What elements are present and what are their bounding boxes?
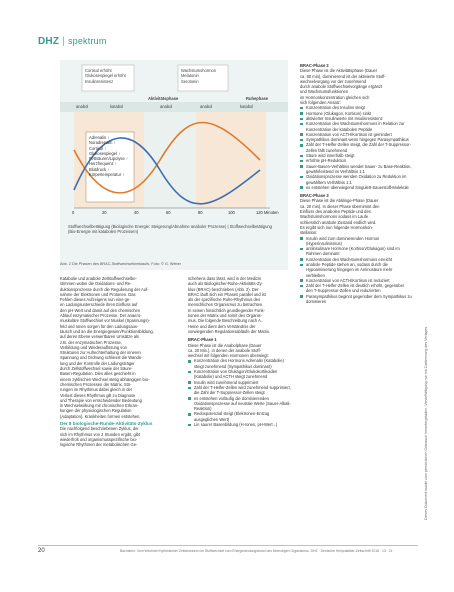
hormone-list-item: Noradrenalin ↑	[89, 140, 116, 146]
text-line: Basen-Regulation. Dies alles geschieht in	[60, 371, 136, 377]
text-line: kungen der physiologischen Regulation	[60, 408, 132, 414]
text-line: stellation:	[300, 230, 318, 236]
x-tick: 120 Minuten	[256, 210, 279, 215]
hormone-list	[89, 135, 133, 177]
hormone-list-item: Cortisol ↑	[89, 145, 107, 151]
list-item: Konzentration des Wachstumshormons in Relation zur Konzentration der katabolen Peptide	[300, 121, 412, 132]
text-line: einem zyklischen Wechsel stetig abhängigen bio-	[60, 376, 150, 382]
x-tick: 80	[198, 210, 203, 215]
text-line: durch anabole Stoffwechselvorgänge ergänzt	[300, 84, 383, 90]
rest-phase-area	[196, 112, 266, 208]
text-line: Es ergibt sich nun folgende Hormonkon-	[300, 224, 374, 230]
text-line: auch als Biologischer-Ruhe-Aktivitäts-Zy-	[188, 281, 263, 287]
list-item: Konzentration des Hormons Adrenalin (Katabolie) steigt zunehmend (Sympathikus dominant)	[188, 358, 294, 369]
hormone-list-item: Herzfrequenz ↑	[89, 161, 117, 167]
list-item: Sympathikus dominant wenn hingegen Parasympathikus	[300, 137, 412, 142]
list-item: Oxidationsprozesse wenden Oxidation zu Reduktion im gewähltem Verhältnis 1:1	[300, 174, 412, 185]
text-line: logische Rhythmen der metabolischen Ge-	[60, 442, 138, 448]
hormone-list-item: Fettsäuren/Lipolyse ↑	[89, 156, 128, 161]
hormone-list-item: Glukosespiegel ↑	[89, 150, 121, 156]
text-line: Fehlen dieses Aufzeigens nun eine ge-	[60, 297, 131, 303]
text-line: en Ladungsunterschiede ihren Einfluss auf	[60, 302, 138, 308]
text-line: In seinen hinsichtlich grundlegender Funk-	[188, 307, 265, 313]
region-label: katabol	[110, 104, 124, 109]
top-box-label: Glukosespiegel erhöht	[85, 73, 126, 79]
region-label: anabol	[160, 104, 173, 109]
text-line: Verbildung und Wiederauflösung von	[60, 344, 127, 350]
journal-brand: DHZ	[38, 36, 60, 47]
text-line: schehens dass lässt, wird in der Medizin	[188, 276, 262, 281]
text-line: durch Zellstoffwechsel sowie der Säure-	[60, 366, 133, 372]
list-item: Konzentration von ACTH/Kortison ist reduziert	[300, 278, 412, 283]
text-line: sich im Rhythmus von 2 Stunden ergibt, gibt	[60, 431, 141, 437]
text-line: Katabolie und anabole Zellstoffwechselbe-	[60, 276, 137, 281]
page-number: 20	[38, 548, 45, 554]
brand-separator: |	[62, 36, 65, 47]
text-line: nahme der Elektronen und Protonen. Das	[60, 291, 136, 297]
text-line: klus (BRAC) beschrieben (Abb. 2). Der	[188, 286, 259, 292]
text-line: ca. 20 Min.), in denen der anabole Stoff-	[188, 347, 261, 353]
list-item: Lin saurer Basenbildung (H-Ionen, pH-Wert ↓)	[188, 422, 294, 427]
text-line: chemischen Prozessen der Matrix. Stö-	[60, 381, 132, 387]
list-item: antiinsulinare Hormone (Kortison/Glukagon) sind im Rahmen dominant	[300, 246, 412, 257]
section-heading: Der 8 biologische-Runde-Aktivitäts-Zyklus	[60, 421, 153, 427]
text-line: duktionsprozesse durch die Regulierung der Auf-	[60, 286, 149, 292]
region-label: katabol	[240, 104, 254, 109]
column-1	[60, 276, 180, 448]
column-2	[188, 276, 294, 427]
list-item: Zahl der T-Helfer-Zellen steigt, die Zahl der T-Suppressor-Zellen fällt zunehmend	[300, 142, 412, 153]
text-line: den pH-Wert und damit auf den chemischen	[60, 307, 141, 313]
top-box-label: Insulinresistenz	[85, 78, 114, 84]
text-line: Spannung und Ordnung schliesst die Wande-	[60, 355, 143, 361]
phase-label-rest: Ruhephase	[246, 96, 269, 101]
top-box-label: Wachstumshormon	[181, 68, 217, 73]
list-item: Konzentration von ACTH/Kortison ist gemindert	[300, 132, 412, 137]
list-item: Konzentration von Glukagon/Glukokortikoiden (Katabolie) und ACTH steigt zunehmend	[188, 369, 294, 380]
text-line: Heine und dient dem Verständnis der	[188, 323, 256, 329]
text-line: Die nachfolgend beschriebenen Zyklus, der	[60, 426, 139, 432]
phase-heading: BRAC-Phase 3	[300, 193, 329, 199]
text-line: mus. Die folgende Beschreibung nach A.	[188, 318, 262, 324]
list-item: Insulin wird zum dominierenden Hormon (Hyperinsulinismus)	[300, 236, 412, 247]
region-label: anabol	[200, 104, 213, 109]
list-item: Redoxpotenzial steigt (Elektronen-Entzug ausgeglichen Wert)	[188, 411, 294, 422]
text-line: Strukturen zur Aufrechterhaltung der inneren	[60, 350, 141, 356]
x-tick: 20	[102, 210, 107, 215]
text-line: schliesslich anabole Zustand endlich wird.	[300, 219, 377, 225]
x-tick: 60	[166, 210, 171, 215]
text-line: sich folgenden Ansatz:	[300, 100, 341, 106]
figure-legend: Stoffwechselbetätigung (Biologische Energie: Steigerung/Abnahme anaboler Prozesse) | Stoffwechselbetätigung (Bio-Energie mit katabolen Prozessen)	[68, 224, 272, 235]
figure-caption: Abb. 2 Die Phasen des BRAC-Stoffwechselkreislaufs. Foto: © G. Weber	[60, 262, 182, 266]
list-item: Zahl der T-Helfer-Zellen wird zunehmend supprimiert, die Zahl der T-Suppressor-Zellen steigt	[188, 385, 294, 396]
copyright-side-note: Dieses Dokument wurde zum persönlichen Gebrauch heruntergeladen. Vervielfältigung nur mit Zustimmung des Verlages.	[424, 325, 428, 520]
text-line: stimmen wobei die Oxidations- und Re-	[60, 281, 132, 287]
text-line: BRAC läuft sich ein Phasen parallel und ist	[188, 291, 266, 297]
text-line: lung und der Kontrolle der Ladungsträger	[60, 360, 135, 366]
list-item: Insulin wird zunehmend supprimiert	[188, 380, 294, 385]
list-item: es entstehen vorläufig die dominierenden Oxidationsprozesse auf neutrale Werte (Sauer-Alkali-Reaktion)	[188, 396, 294, 412]
hormone-list-item: Adrenalin ↑	[89, 135, 110, 140]
phase2-list	[300, 105, 412, 190]
text-line: wechsel mit folgenden Hormonen überwiegt:	[188, 353, 269, 359]
x-tick: 40	[134, 210, 139, 215]
list-item: anabole Peptide stehen an, sodass durch die Hypoaminierung hingegen im Aminosäure mehr verbleiben	[300, 262, 412, 278]
text-line: Diese Phase ist die Abklinge-Phase (Dauer	[300, 198, 379, 204]
text-line: als der spezifische Ruhe-Rhythmus des	[188, 297, 261, 303]
text-line: Einfluss des anabolen Peptide und des	[300, 209, 371, 215]
phase3-list	[300, 236, 412, 305]
top-box-label: Serotonin	[181, 78, 199, 84]
text-line: ca. 80 min), dominierend ist der aktivierte Stoff-	[300, 73, 386, 79]
x-tick: 100	[228, 210, 235, 215]
text-line: tausch und an die Energiegewinn/Funktionsbildung,	[60, 328, 154, 334]
text-line: in Wechselwirkung mit chronischen Erkran-	[60, 403, 139, 409]
list-item: Zahl der T-Helfer-Zellen ist deutlich erhöht, gegenüber den T-Suppressor-Zellen und reduzierten	[300, 283, 412, 294]
list-item: es entstehen überwiegend Singulett-Sauerstoff-Moleküle	[300, 185, 412, 190]
text-line: rungen im Rhythmus dabei gleich in der	[60, 387, 133, 393]
text-line: im Hormonkonzentration gleichen sich	[300, 94, 370, 100]
text-line: feld und Ionen sorgen für den Ladungsaus-	[60, 323, 139, 329]
top-box-right-text	[181, 68, 227, 84]
hormone-list-item: Körpertemperatur ↑	[89, 171, 125, 177]
text-line: auf deren Ebene verwertbaren Umsätze als	[60, 334, 139, 340]
text-line: Verlust dieses Rhythmus gilt zu Diagnose	[60, 392, 136, 398]
list-item: Säure wird innerhalb steigt	[300, 153, 412, 158]
top-box-left-text	[85, 68, 133, 84]
text-line: ca. 20 min). In dieser Phase übernimmt den	[300, 203, 380, 209]
text-line: Diese Phase ist die Anabolphase (Dauer	[188, 342, 262, 348]
journal-logo	[38, 36, 107, 47]
list-item: Konzentration des Insulins steigt	[300, 105, 412, 110]
brac-figure	[60, 60, 288, 270]
text-line: und Therapie von entscheidender Bedeutung	[60, 397, 142, 403]
text-line: z.B. der enzymatischen Prozesse.	[60, 339, 122, 345]
text-line: wiederholt und organismusspezifische bio-	[60, 436, 138, 442]
text-line: (Adaptation). Krankheiten formen entstehen.	[60, 413, 141, 419]
text-line: Ablauf enzymatischer Prozesse. Der anaero-	[60, 313, 142, 319]
top-box-label: Melatonin	[181, 73, 199, 79]
top-box-label: Cortisol erhöht	[85, 68, 112, 73]
phase1-list	[188, 358, 294, 427]
column-3	[300, 60, 412, 304]
list-item: Parasympathikus beginnt gegenüber dem Sympathikus zu dominieren	[300, 294, 412, 305]
phase-heading: BRAC-Phase 1	[188, 337, 217, 343]
list-item: erhöhte pH-Reduktion	[300, 158, 412, 163]
footer-divider	[38, 545, 418, 546]
text-line: menschlichen Organismus zu betrachten.	[188, 302, 264, 308]
region-label: anabol	[76, 104, 89, 109]
text-line: und Wachstumsfunktionen	[300, 89, 349, 95]
text-line: vorwiegenden Regulationsabläufe der Matrix.	[188, 328, 271, 334]
list-item: Hormone (Glukagon, Kortison) sinkt	[300, 111, 412, 116]
list-item: Konzentration des Wachstumshormons erreicht	[300, 257, 412, 262]
phase-heading: BRAC-Phase 2	[300, 63, 329, 68]
journal-citation: Bachstein. Vom Wechsel rhythmischer Zeitstrukturen im Stoffwechsel vom Energiedeutungsbund des lebendigen Organismus. DHZ · Deutsche Heilpraktiker-Zeitschrift 2018 · 13 · 21	[120, 549, 393, 553]
hormone-list-item: Blutdruck ↑	[89, 166, 110, 172]
phase-label-activity: Aktivitätsphase	[148, 96, 179, 101]
x-tick: 0	[72, 210, 75, 215]
text-line: Diese Phase ist die Aktivitätsphase (Dauer	[300, 68, 378, 74]
text-line: muskuläre Stoffwechsel vor Muskel (Spannungs)-	[60, 318, 151, 324]
list-item: Sauer-Basen-Verhältnis wendet Sauer- zu Base-Reaktion, gewährleistend im Verhältnis 1:1	[300, 164, 412, 175]
journal-section: spektrum	[67, 36, 107, 46]
text-line: Wachstumshormons sodass im Laufe	[300, 214, 369, 220]
text-line: tionen der Matrix und somit des Organis-	[188, 313, 262, 319]
text-line: wechselvorgang vor der zunehmend	[300, 78, 366, 84]
list-item: aktivierter Insulinwerte mit Insulinresistenz	[300, 116, 412, 121]
region-header-band	[60, 102, 288, 112]
